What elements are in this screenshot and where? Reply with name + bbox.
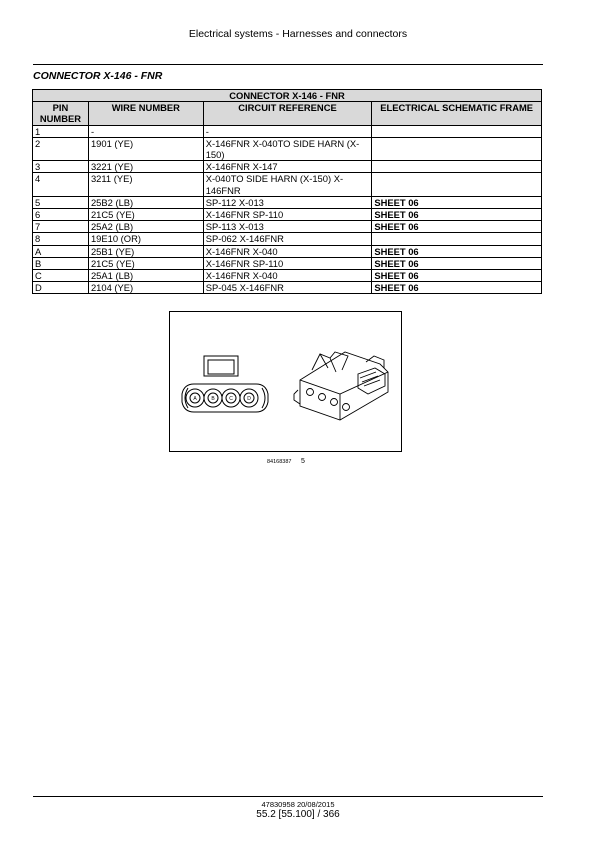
cell-wire: 2104 (YE) [88,282,203,294]
cell-frame: SHEET 06 [372,282,542,294]
cell-circuit: X-146FNR X-040 [203,270,372,282]
table-row [33,270,542,282]
cell-frame [372,125,542,137]
table-row [33,282,542,294]
cell-circuit: X-146FNR X-147 [203,161,372,173]
cell-wire: - [88,125,203,137]
cell-circuit: X-146FNR X-040 [203,245,372,257]
cell-circuit: X-146FNR SP-110 [203,257,372,269]
cell-wire: 25A2 (LB) [88,221,203,233]
table-body [33,125,542,294]
pin-label-d: D [247,396,251,402]
footer-page-number: 55.2 [55.100] / 366 [256,809,340,820]
pin-label-c: C [229,396,233,402]
figure-number: 5 [301,458,305,465]
cell-frame: SHEET 06 [372,245,542,257]
pin-label-b: B [211,396,215,402]
header-rule [33,64,543,65]
connector-table [32,89,542,294]
cell-circuit: SP-062 X-146FNR [203,233,372,245]
cell-frame [372,161,542,173]
table-row [33,137,542,160]
cell-frame: SHEET 06 [372,221,542,233]
cell-wire: 3221 (YE) [88,161,203,173]
table-row [33,245,542,257]
table-caption: CONNECTOR X-146 - FNR [33,90,542,102]
cell-pin: D [33,282,89,294]
footer-doc-ref: 47830958 20/08/2015 [261,800,335,809]
cell-wire: 21C5 (YE) [88,209,203,221]
connector-face-view [182,356,268,412]
cell-pin: 6 [33,209,89,221]
cell-circuit: X-040TO SIDE HARN (X-150) X-146FNR [203,173,372,196]
cell-circuit: - [203,125,372,137]
connector-figure [169,311,402,452]
col-header-wire: WIRE NUMBER [88,102,203,125]
cell-pin: 4 [33,173,89,196]
pin-label-a: A [193,396,197,402]
cell-circuit: X-146FNR SP-110 [203,209,372,221]
connector-drawing [170,312,401,451]
cell-pin: B [33,257,89,269]
cell-wire: 3211 (YE) [88,173,203,196]
cell-circuit: SP-113 X-013 [203,221,372,233]
cell-circuit: SP-045 X-146FNR [203,282,372,294]
cell-pin: 2 [33,137,89,160]
figure-image-ref: 84168387 [267,459,292,465]
table-row [33,125,542,137]
cell-wire: 25A1 (LB) [88,270,203,282]
cell-circuit: SP-112 X-013 [203,196,372,208]
col-header-pin: PIN NUMBER [33,102,89,125]
cell-frame: SHEET 06 [372,196,542,208]
cell-wire: 19E10 (OR) [88,233,203,245]
col-header-frame: ELECTRICAL SCHEMATIC FRAME [372,102,542,125]
cell-pin: 3 [33,161,89,173]
page-header: Electrical systems - Harnesses and connectors [188,28,408,40]
cell-pin: C [33,270,89,282]
cell-frame [372,173,542,196]
cell-frame: SHEET 06 [372,257,542,269]
cell-pin: A [33,245,89,257]
cell-frame: SHEET 06 [372,209,542,221]
table-row [33,173,542,196]
cell-wire: 25B1 (YE) [88,245,203,257]
connector-iso-view [294,352,388,420]
table-row [33,221,542,233]
cell-wire: 1901 (YE) [88,137,203,160]
cell-circuit: X-146FNR X-040TO SIDE HARN (X-150) [203,137,372,160]
section-title: CONNECTOR X-146 - FNR [33,70,163,82]
col-header-circuit: CIRCUIT REFERENCE [203,102,372,125]
cell-frame: SHEET 06 [372,270,542,282]
table-row [33,257,542,269]
cell-frame [372,233,542,245]
footer-rule [33,796,543,797]
cell-wire: 25B2 (LB) [88,196,203,208]
cell-pin: 7 [33,221,89,233]
table-row [33,233,542,245]
cell-pin: 8 [33,233,89,245]
cell-pin: 5 [33,196,89,208]
cell-wire: 21C5 (YE) [88,257,203,269]
table-row [33,161,542,173]
cell-pin: 1 [33,125,89,137]
cell-frame [372,137,542,160]
table-row [33,209,542,221]
table-row [33,196,542,208]
